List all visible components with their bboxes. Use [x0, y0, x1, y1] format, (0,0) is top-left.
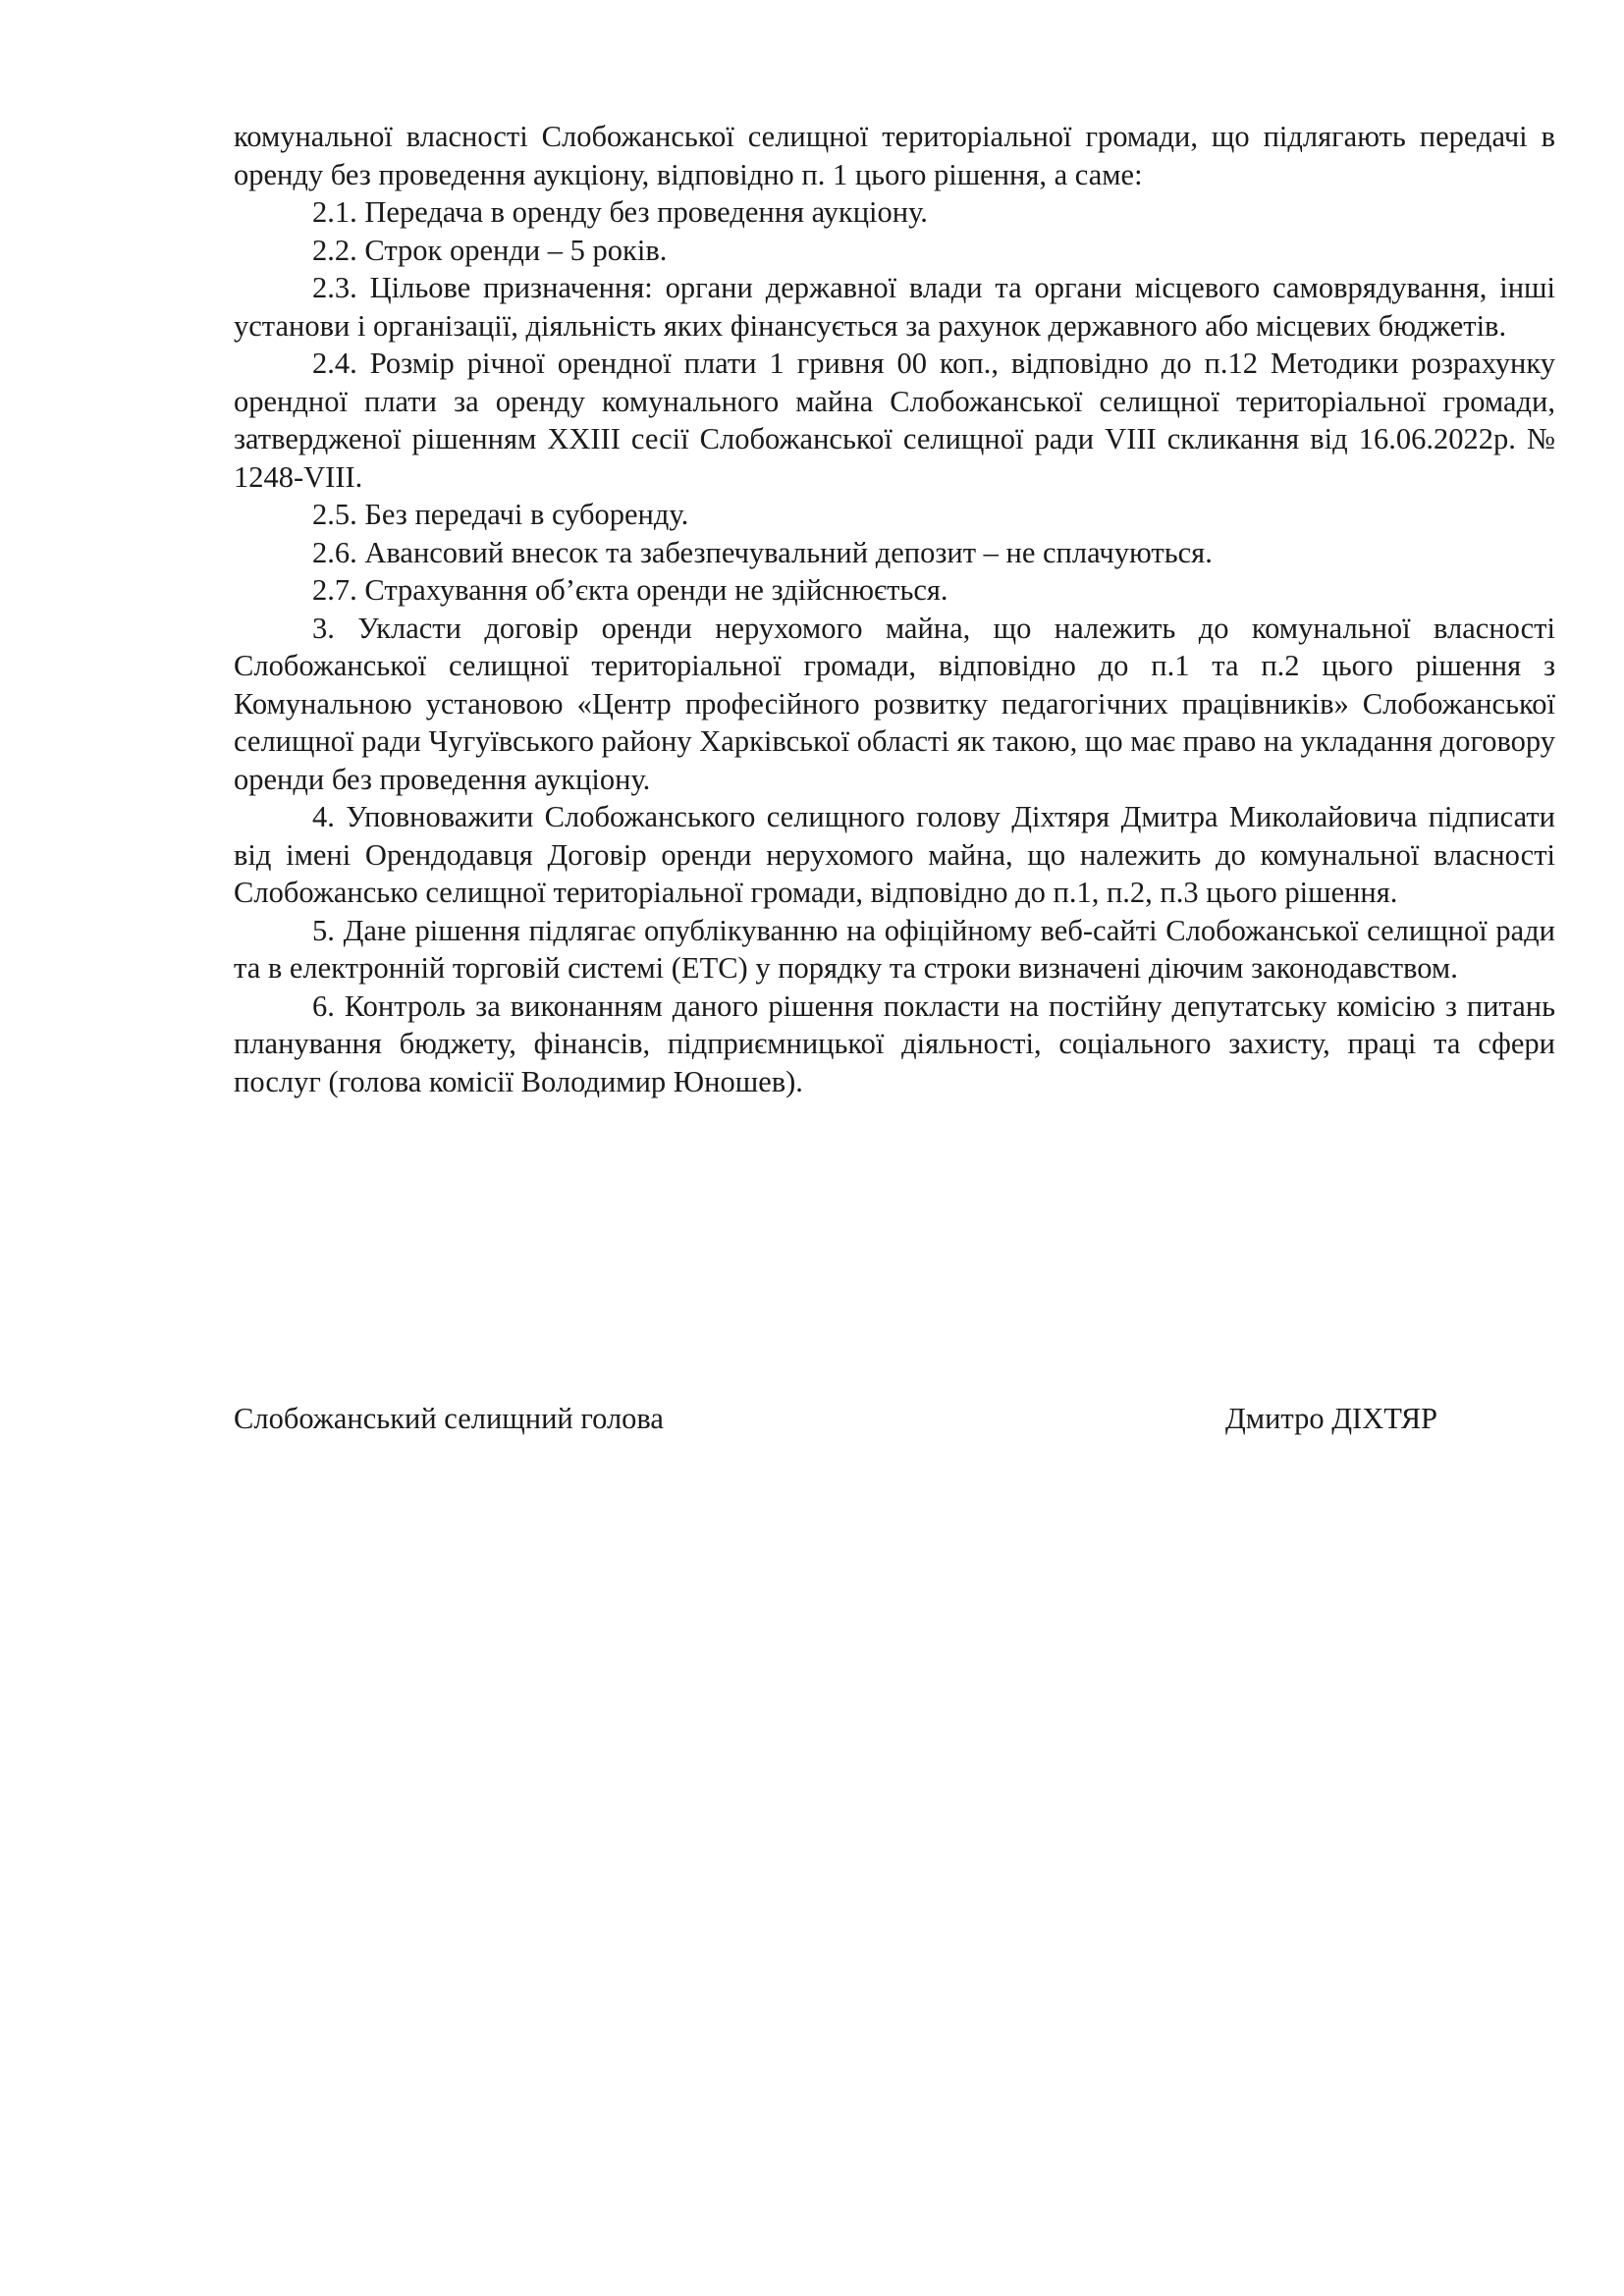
- item-2-5: 2.5. Без передачі в суборенду.: [312, 498, 689, 531]
- document-body: [234, 118, 1555, 1100]
- item-2-1: 2.1. Передача в оренду без проведення аукціону.: [312, 195, 928, 229]
- item-2-7: 2.7. Страхування об’єкта оренди не здійснюється.: [312, 573, 948, 607]
- item-2-3: 2.3. Цільове призначення: органи державної влади та органи місцевого самоврядування, інші установи і організації, діяльність яких фінансується за рахунок державного або місцевих бюджетів.: [234, 271, 1555, 343]
- item-4: 4. Уповноважити Слобожанського селищного голову Діхтяря Дмитра Миколайовича підписати від імені Орендодавця Договір оренди нерухомого майна, що належить до комунальної власності Слобожансько селищної територіальної громади, відповідно до п.1, п.2, п.3 цього рішення.: [234, 800, 1555, 909]
- item-5: 5. Дане рішення підлягає опублікуванню на офіційному веб-сайті Слобожанської селищної ради та в електронній торговій системі (ЕТС) у порядку та строки визначені діючим законодавством.: [234, 913, 1555, 985]
- item-2-6: 2.6. Авансовий внесок та забезпечувальний депозит – не сплачуються.: [312, 535, 1213, 569]
- item-3: 3. Укласти договір оренди нерухомого майна, що належить до комунальної власності Слобожанської селищної територіальної громади, відповідно до п.1 та п.2 цього рішення з Комунальною установою «Центр професійного розвитку педагогічних працівників» Слобожанської селищної ради Чугуївського району Харківської області як такою, що має право на укладання договору оренди без проведення аукціону.: [234, 611, 1555, 796]
- item-2-4: 2.4. Розмір річної орендної плати 1 гривня 00 коп., відповідно до п.12 Методики розрахунку орендної плати за оренду комунального майна Слобожанської селищної територіальної громади, затвердженої рішенням XXIII сесії Слобожанської селищної ради VIII скликання від 16.06.2022р. № 1248-VIII.: [234, 347, 1555, 494]
- item-2-2: 2.2. Строк оренди – 5 років.: [312, 233, 668, 267]
- signatory-name: Дмитро ДІХТЯР: [1225, 1402, 1438, 1435]
- item-6: 6. Контроль за виконанням даного рішення покласти на постійну депутатську комісію з питань планування бюджету, фінансів, підприємницької діяльності, соціального захисту, праці та сфери послуг (голова комісії Володимир Юношев).: [234, 988, 1555, 1098]
- signatory-title: Слобожанський селищний голова: [234, 1402, 664, 1435]
- intro-paragraph: комунальної власності Слобожанської селищної територіальної громади, що підлягають передачі в оренду без проведення аукціону, відповідно п. 1 цього рішення, а саме:: [234, 120, 1555, 191]
